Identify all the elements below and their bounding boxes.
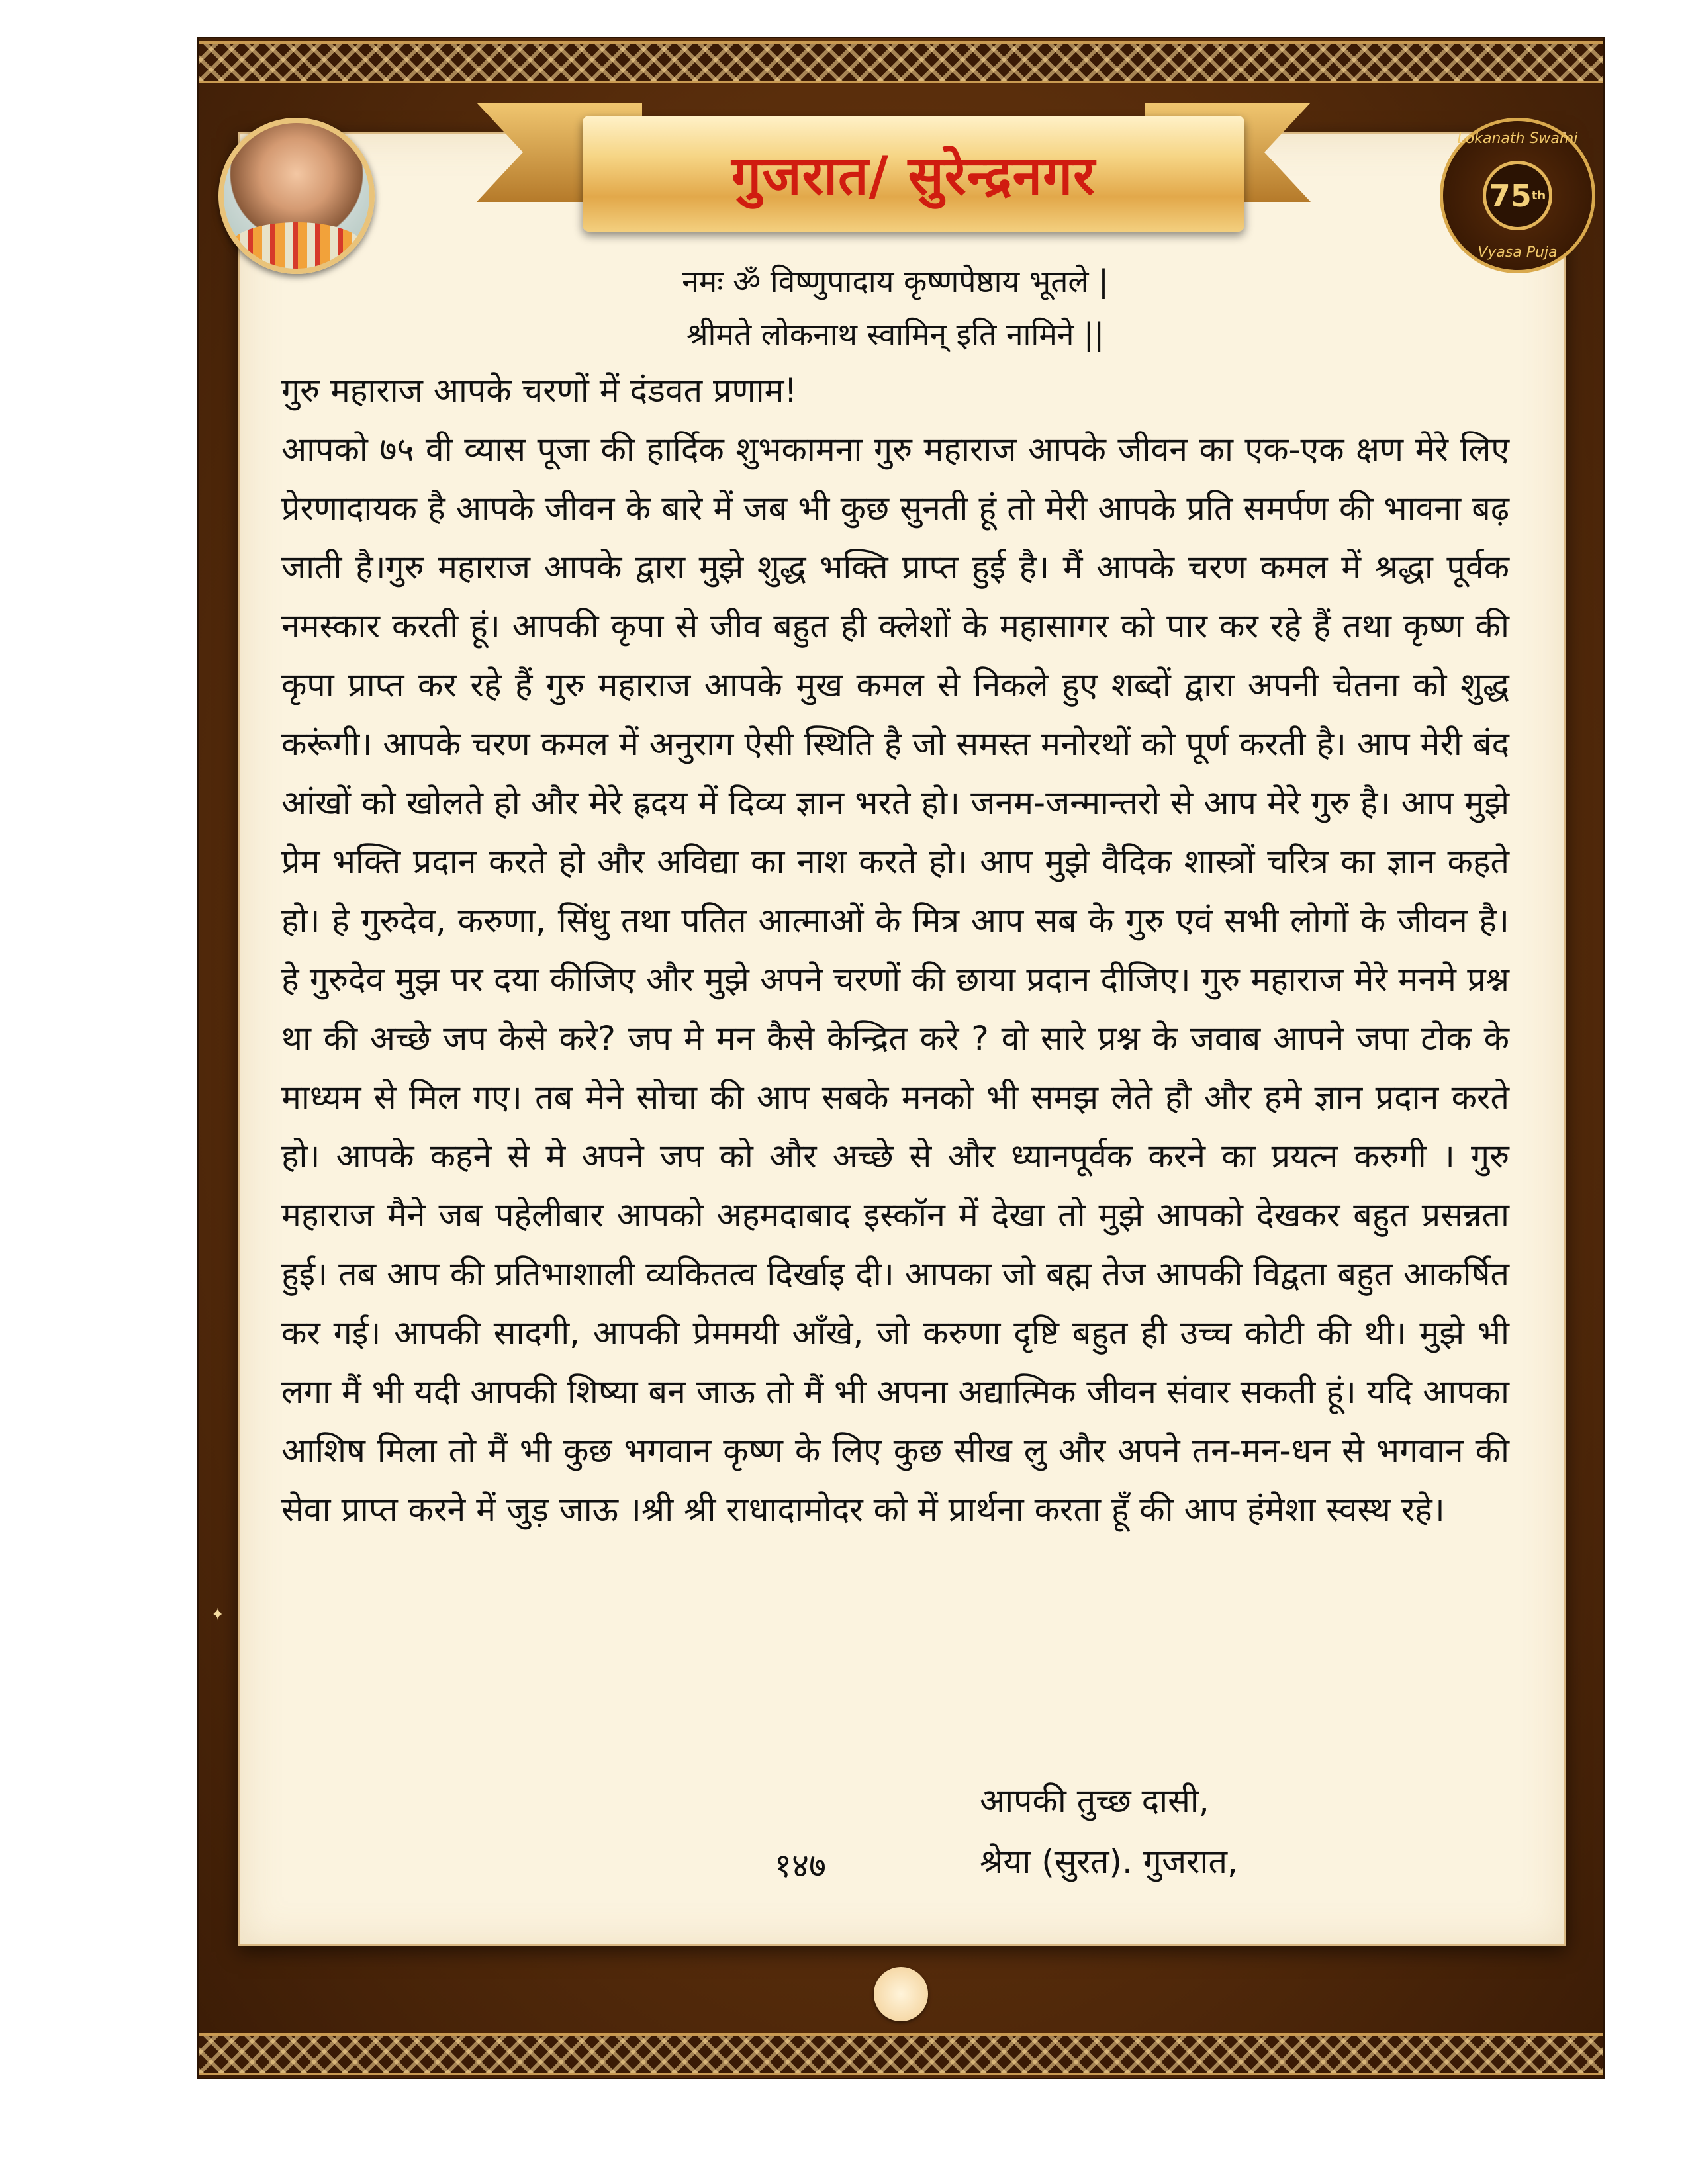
signature-name: श्रेया (सुरत). गुजरात, [980,1843,1238,1881]
salutation: गुरु महाराज आपके चरणों में दंडवत प्रणाम! [281,371,798,410]
top-border-strip [199,41,1603,83]
seal-bottom-text: Vyasa Puja [1477,244,1558,261]
seal-top-text: Lokanath Swami [1457,130,1578,147]
guru-portrait-image [218,118,375,274]
seal-number: 75 th [1483,161,1552,230]
letter-content [281,255,1509,1539]
page-title: गुजरात/ सुरेन्द्रनगर [731,145,1096,206]
bottom-border-strip [199,2033,1603,2075]
signature-block [980,1770,1238,1892]
invocation-line-2: श्रीमते लोकनाथ स्वामिन् इति नामिने || [686,316,1105,352]
letter-body: आपको ७५ वी व्यास पूजा की हार्दिक शुभकामना गुरु महाराज आपके जीवन का एक-एक क्षण मेरे लिए प्रेरणादायक है आपके जीवन के बारे में जब भी कुछ सुनती हूं तो मेरी आपके प्रति समर्पण की भावना बढ़ जाती है।गुरु महाराज आपके द्वारा मुझे शुद्ध भक्ति प्राप्त हुई है। मैं आपके चरण कमल में श्रद्धा पूर्वक नमस्कार करती हूं। आपकी कृपा से जीव बहुत ही क्लेशों के महासागर को पार कर रहे हैं तथा कृष्ण की कृपा प्राप्त कर रहे हैं गुरु महाराज आपके मुख कमल से निकले हुए शब्दों द्वारा अपनी चेतना को शुद्ध करूंगी। आपके चरण कमल में अनुराग ऐसी स्थिति है जो समस्त मनोरथों को पूर्ण करती है। आप मेरी बंद आंखों को खोलते हो और मेरे ह्रदय में दिव्य ज्ञान भरते हो। जनम-जन्मान्तरो से आप मेरे गुरु है। आप मुझे प्रेम भक्ति प्रदान करते हो और अविद्या का नाश करते हो। आप मुझे वैदिक शास्त्रों चरित्र का ज्ञान कहते हो। हे गुरुदेव, करुणा, सिंधु तथा पतित आत्माओं के मित्र आप सब के गुरु एवं सभी लोगों के जीवन है। हे गुरुदेव मुझ पर दया कीजिए और मुझे अपने चरणों की छाया प्रदान दीजिए। गुरु महाराज मेरे मनमे प्रश्न था की अच्छे जप केसे करे? जप मे मन कैसे केन्द्रित करे ? वो सारे प्रश्न के जवाब आपने जपा टोक के माध्यम से मिल गए। तब मेने सोचा की आप सबके मनको भी समझ लेते हौ और हमे ज्ञान प्रदान करते हो। आपके कहने से मे अपने जप को और अच्छे से और ध्यानपूर्वक करने का प्रयत्न करुगी । गुरु महाराज मैने जब पहेलीबार आपको अहमदाबाद इस्कॉन में देखा तो मुझे आपको देखकर बहुत प्रसन्नता हुई। तब आप की प्रतिभाशाली व्यकितत्व दिर्खाइ दी। आपका जो बह्म तेज आपकी विद्वता बहुत आकर्षित कर गई। आपकी सादगी, आपकी प्रेममयी आँखे, जो करुणा दृष्टि बहुत ही उच्च कोटी की थी। मुझे भी लगा मैं भी यदी आपकी शिष्या बन जाऊ तो मैं भी अपना अद्यात्मिक जीवन संवार सकती हूं। यदि आपका आशिष मिला तो मैं भी कुछ भगवान कृष्ण के लिए कुछ सीख लु और अपने तन-मन-धन से भगवान की सेवा प्राप्त करने में जुड़ जाऊ ।श्री श्री राधादामोदर को में प्रार्थना करता हूँ की आप हंमेशा स्वस्थ रहे। [281,430,1509,1529]
title-ribbon [583,116,1244,232]
sparkle-icon: ✦ [211,1605,225,1625]
bottom-ornament-circle [874,1967,928,2021]
page-number: १४७ [774,1846,826,1885]
signature-closing: आपकी तुच्छ दासी, [980,1782,1209,1820]
invocation-line-1: नमः ॐ विष्णुपादाय कृष्णपेष्ठाय भूतले | [682,263,1109,299]
anniversary-seal-logo [1440,118,1595,273]
